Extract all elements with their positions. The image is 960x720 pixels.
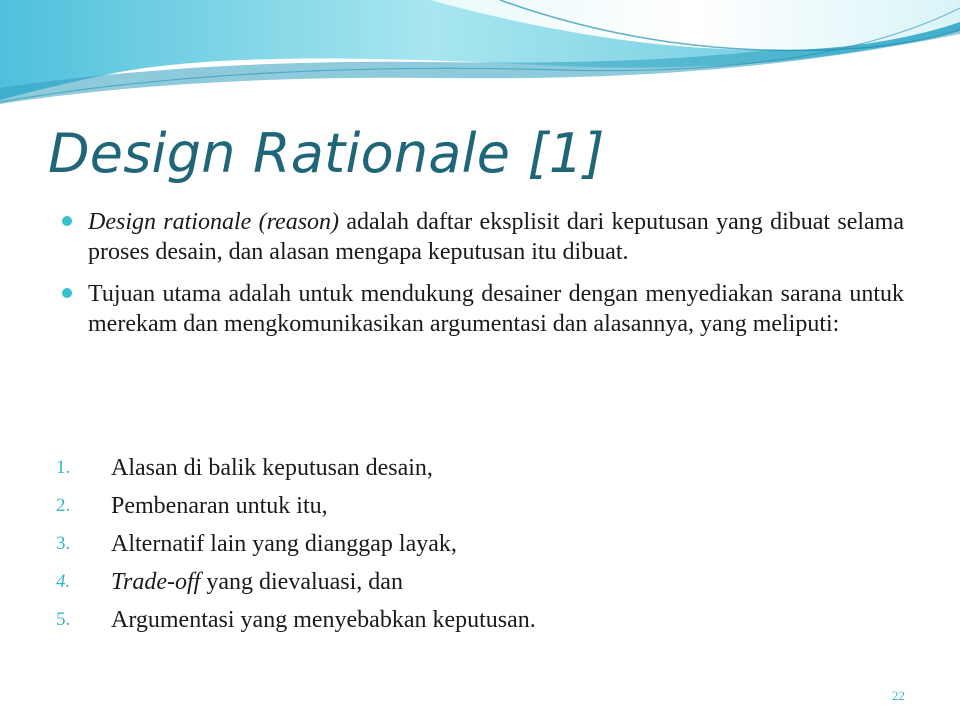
bullet-text: Tujuan utama adalah untuk mendukung desainer dengan menyediakan sarana untuk merekam dan mengkomunikasikan argumentasi dan alasannya, yang meliputi: <box>88 281 904 337</box>
bullet-dot-icon <box>62 216 72 226</box>
list-number: 5. <box>56 609 71 630</box>
slide-title: Design Rationale [1] <box>48 122 605 185</box>
numbered-item-lead: Trade-off <box>111 569 201 595</box>
list-number: 4. <box>56 571 71 592</box>
header-wave-decoration <box>0 0 960 120</box>
bullet-list <box>62 207 904 351</box>
numbered-item <box>56 525 916 563</box>
list-number: 1. <box>56 457 71 478</box>
bullet-dot-icon <box>62 288 72 298</box>
bullet-lead: Design rationale (reason) <box>88 209 340 235</box>
numbered-item-text: Argumentasi yang menyebabkan keputusan. <box>111 607 536 633</box>
bullet-item <box>62 279 904 339</box>
list-number: 3. <box>56 533 71 554</box>
numbered-item-text <box>111 563 403 601</box>
numbered-item <box>56 487 916 525</box>
numbered-item-text: Pembenaran untuk itu, <box>111 493 328 519</box>
numbered-item-text: Alasan di balik keputusan desain, <box>111 455 433 481</box>
slide-number: 22 <box>892 688 905 703</box>
bullet-text: adalah daftar eksplisit dari keputusan yang dibuat selama proses desain, dan alasan mengapa keputusan itu dibuat. <box>88 209 905 265</box>
numbered-item <box>56 601 916 639</box>
numbered-item <box>56 449 916 487</box>
list-number: 2. <box>56 495 71 516</box>
numbered-item-text: Alternatif lain yang dianggap layak, <box>111 531 457 557</box>
numbered-item <box>56 563 916 601</box>
numbered-list <box>56 449 916 639</box>
bullet-item <box>62 207 904 267</box>
numbered-item-rest: yang dievaluasi, dan <box>200 569 403 595</box>
